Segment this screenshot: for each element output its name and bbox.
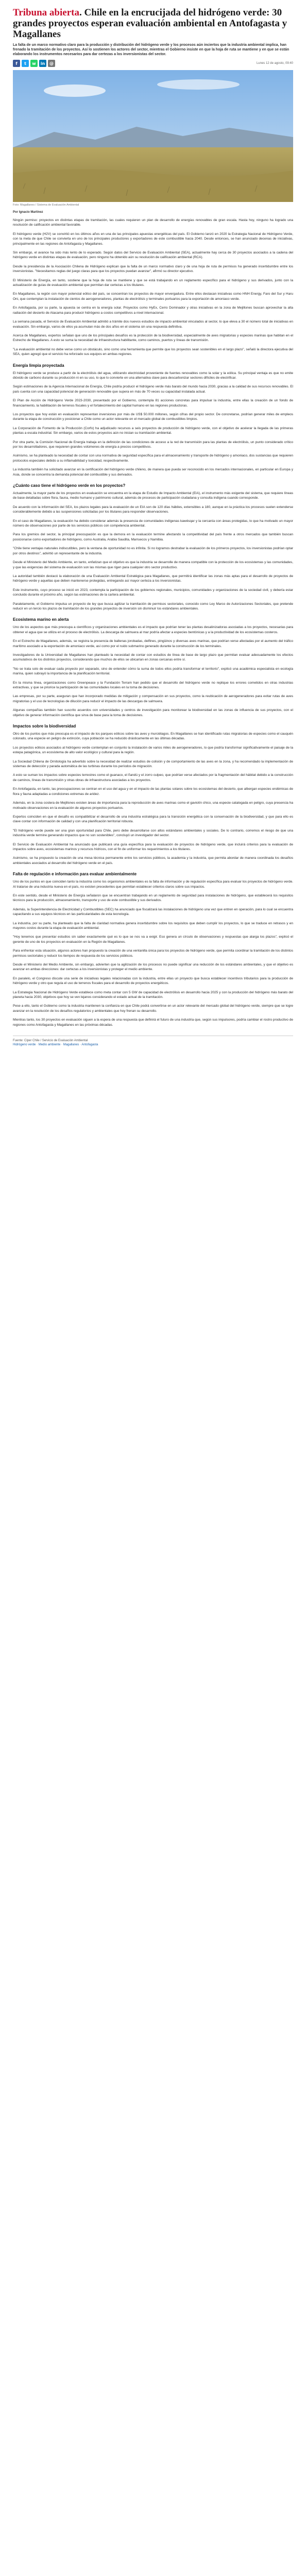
share-bar — [13, 60, 55, 67]
headline-tag: Tribuna abierta — [13, 7, 79, 18]
body-paragraph: Desde la presidencia de la Asociación Chilena de Hidrógeno explican que la falta de un marco normativo claro y de una hoja de ruta de permisos ha generado incertidumbre entre los inversionistas. "Necesitamos reglas del juego claras para que los proyectos puedan avanzar", afirmó su director ejecutivo. — [13, 264, 293, 274]
topic-links[interactable]: Hidrógeno verde · Medio ambiente · Magallanes · Antofagasta — [13, 1043, 98, 1047]
facebook-share-button[interactable] — [13, 60, 20, 67]
body-paragraph: La industria también ha solicitado avanzar en la certificación del hidrógeno verde chileno, de manera que pueda ser reconocido en los mercados internacionales, en particular en Europa y Asia, donde se concentra la demanda potencial del combustible y sus derivados. — [13, 468, 293, 477]
section-heading: Falta de regulación e información para evaluar ambientalmente — [13, 872, 137, 877]
section-heading: Ecosistema marino en alerta — [13, 617, 69, 622]
body-paragraph: Ningún permiso: proyectos en distintas etapas de tramitación, las cuales requieren un plan de desarrollo de energías renovables de gran escala. Hasta hoy, ninguno ha logrado una resolución de calificación ambiental favorable. — [13, 218, 293, 227]
body-paragraph: A esto se suman los impactos sobre especies terrestres como el guanaco, el ñandú y el zorro culpeo, que podrían verse afectados por la fragmentación del hábitat debido a la construcción de caminos, líneas de transmisión y otras obras de infraestructura asociadas a los proyectos. — [13, 773, 293, 782]
facebook-icon: f — [15, 61, 18, 66]
body-paragraph: Para los gremios del sector, la principal preocupación es que la demora en la evaluación termine afectando la competitividad del país frente a otros mercados que también buscan posicionarse como exportadores de hidrógeno, como Australia, Arabia Saudita, Marruecos y Namibia. — [13, 533, 293, 541]
hero-caption: Foto: Magallanes / Sistema de Evaluación Ambiental — [13, 204, 79, 207]
body-paragraph: En paralelo, el Congreso discute una serie de iniciativas legales relacionadas con la industria, entre ellas un proyecto que busca establecer incentivos tributarios para la producción de hidrógeno verde y otro que regula el uso de terrenos fiscales para el desarrollo de proyectos energéticos. — [13, 976, 293, 986]
body-paragraph: Desde el Ministerio del Medio Ambiente, en tanto, enfatizan que el objetivo es que la industria se desarrolle de manera compatible con la protección de los ecosistemas y las comunidades, y que las exigencias del sistema de evaluación son las mismas que rigen para cualquier otro sector productivo. — [13, 561, 293, 569]
body-paragraph: Este instrumento, cuyo proceso se inició en 2023, contempla la participación de los gobiernos regionales, municipios, comunidades y organizaciones de la sociedad civil, y debería estar concluido durante el próximo año, según las estimaciones de la cartera ambiental. — [13, 588, 293, 597]
body-paragraph: El Servicio de Evaluación Ambiental ha anunciado que publicará una guía específica para la evaluación de proyectos de hidrógeno verde, que incluirá criterios para la evaluación de impactos sobre aves, ecosistemas marinos y recursos hídricos, con el fin de uniformar los requerimientos a los titulares. — [13, 842, 293, 851]
body-paragraph: "Chile tiene ventajas naturales indiscutibles, pero la ventana de oportunidad no es infinita. Si no logramos destrabar la evaluación de los primeros proyectos, los inversionistas podrían optar por otros destinos", advirtió un representante de la industria. — [13, 547, 293, 555]
article-lede: La falta de un marco normativo claro para la producción y distribución del hidrógeno verde y los procesos aún inciertos que la industria ambiental implica, han frenado la tramitación de los proyectos. Así lo sostienen los actores del sector, mientras el Gobierno insiste en que la hoja de ruta se mantiene y en que se están elaborando los instrumentos necesarios para dar certezas a los inversionistas del sector. — [13, 43, 290, 56]
body-paragraph: Asimismo, se ha planteado la necesidad de contar con una normativa de seguridad específica para el almacenamiento y transporte de hidrógeno y amoniaco, dos sustancias que requieren protocolos especiales debido a su inflamabilidad y toxicidad, respectivamente. — [13, 454, 293, 463]
byline: Por Ignacio Martínez — [13, 211, 43, 214]
body-paragraph: La Corporación de Fomento de la Producción (Corfo) ha adjudicado recursos a seis proyectos de producción de hidrógeno verde, con el objetivo de acelerar la llegada de las primeras plantas a escala industrial. Sin embargo, varios de estos proyectos aún no inician su tramitación ambiental. — [13, 426, 293, 435]
body-paragraph: Actualmente, la mayor parte de los proyectos en evaluación se encuentra en la etapa de Estudio de Impacto Ambiental (EIA), el instrumento más exigente del sistema, que requiere líneas de base detalladas sobre flora, fauna, medio humano y patrimonio cultural, además de procesos de participación ciudadana y consulta indígena cuando corresponde. — [13, 492, 293, 500]
article-footer — [13, 1036, 293, 1046]
body-paragraph: "No se trata solo de evaluar cada proyecto por separado, sino de entender cómo la suma de todos ellos podría transformar el territorio", explicó una académica especialista en ecología marina, quien subrayó la importancia de la planificación territorial. — [13, 667, 293, 676]
body-paragraph: En Magallanes, la región con mayor potencial eólico del país, se concentran los proyectos de mayor envergadura. Entre ellos destacan iniciativas como HNH Energy, Faro del Sur y Haru Oni, que contemplan la instalación de cientos de aerogeneradores, plantas de electrólisis y terminales portuarios para la exportación de amoniaco verde. — [13, 292, 293, 301]
body-paragraph: La industria, por su parte, ha planteado que la falta de claridad normativa genera incertidumbre sobre los requisitos que deben cumplir los proyectos, lo que se traduce en retrasos y en mayores costos durante la etapa de evaluación ambiental. — [13, 921, 293, 930]
whatsapp-icon: w — [32, 61, 36, 66]
body-paragraph: En Antofagasta, por su parte, la apuesta se centra en la energía solar. Proyectos como HyEx, Cerro Dominador y otras iniciativas en la zona de Mejillones buscan aprovechar la alta radiación del desierto de Atacama para producir hidrógeno a costos competitivos a nivel internacional. — [13, 306, 293, 315]
article-body — [13, 218, 293, 1027]
body-paragraph: Investigadores de la Universidad de Magallanes han planteado la necesidad de contar con estudios de línea de base de largo plazo que permitan evaluar adecuadamente los efectos acumulativos de los distintos proyectos, considerando que muchos de ellos se ubicarían en zonas cercanas entre sí. — [13, 653, 293, 662]
twitter-icon: t — [24, 61, 26, 66]
body-paragraph: Según estimaciones de la Agencia Internacional de Energía, Chile podría producir el hidrógeno verde más barato del mundo hacia 2030, gracias a la calidad de sus recursos renovables. El país cuenta con una capacidad potencial de generación renovable que supera en más de 70 veces su capacidad instalada actual. — [13, 385, 293, 394]
body-paragraph: "La evaluación ambiental no debe verse como un obstáculo, sino como una herramienta que permite que los proyectos sean sostenibles en el largo plazo", señaló la directora ejecutiva del SEA, quien agregó que el servicio ha reforzado sus equipos en ambas regiones. — [13, 347, 293, 357]
body-paragraph: Mientras tanto, los 30 proyectos en evaluación siguen a la espera de una respuesta que definirá el futuro de una industria que, según sus impulsores, podría cambiar el rostro productivo de regiones como Antofagasta y Magallanes en las próximas décadas. — [13, 1018, 293, 1027]
body-paragraph: Algunas compañías también han suscrito acuerdos con universidades y centros de investigación para monitorear la biodiversidad en las zonas de influencia de sus proyectos, con el objetivo de generar información científica que sirva de base para la toma de decisiones. — [13, 708, 293, 717]
body-paragraph: Por otra parte, la Comisión Nacional de Energía trabaja en la definición de las condiciones de acceso a la red de transmisión para las plantas de electrólisis, un punto considerado crítico por los desarrolladores, que requieren grandes volúmenes de energía a precios competitivos. — [13, 440, 293, 449]
body-paragraph: Asimismo, se ha propuesto la creación de una mesa técnica permanente entre los servicios públicos, la academia y la industria, que permita abordar de manera coordinada los desafíos ambientales asociados al desarrollo del hidrógeno verde en el país. — [13, 856, 293, 865]
article-headline — [13, 7, 293, 40]
body-paragraph: "Hoy tenemos que presentar estudios sin saber exactamente qué es lo que se nos va a exigir. Eso genera un círculo de observaciones y respuestas que alarga los plazos", explicó el gerente de uno de los proyectos en evaluación en la Región de Magallanes. — [13, 935, 293, 944]
hero-image — [13, 70, 293, 202]
body-paragraph: Los proyectos eólicos asociados al hidrógeno verde contemplan en conjunto la instalación de varios miles de aerogeneradores, lo que podría transformar significativamente el paisaje de la estepa patagónica, un ecosistema de alto valor ecológico y cultural para la región. — [13, 745, 293, 755]
body-paragraph: De acuerdo con la información del SEA, los plazos legales para la evaluación de un EIA son de 120 días hábiles, extensibles a 180, aunque en la práctica los procesos suelen extenderse considerablemente debido a las suspensiones solicitadas por los titulares para responder observaciones. — [13, 505, 293, 514]
body-paragraph: Otro de los puntos que más preocupa es el impacto de los parques eólicos sobre las aves y murciélagos. En Magallanes se han identificado rutas migratorias de especies como el cauquén colorado, una especie en peligro de extinción, cuya población se ha reducido drásticamente en las últimas décadas. — [13, 732, 293, 741]
body-paragraph: Paralelamente, el Gobierno impulsa un proyecto de ley que busca agilizar la tramitación de permisos sectoriales, conocido como Ley Marco de Autorizaciones Sectoriales, que pretende reducir en un tercio los plazos de tramitación de los grandes proyectos de inversión sin disminuir los estándares ambientales. — [13, 602, 293, 611]
body-paragraph: Además, la Superintendencia de Electricidad y Combustibles (SEC) ha anunciado que fiscalizará las instalaciones de hidrógeno una vez que entren en operación, para lo cual se encuentra capacitando a sus equipos técnicos en las particularidades de esta tecnología. — [13, 907, 293, 917]
linkedin-icon: in — [40, 61, 45, 66]
article-page — [13, 0, 293, 1062]
body-paragraph: Además, en la zona costera de Mejillones existen áreas de importancia para la reproducción de aves marinas como el gaviotín chico, una especie catalogada en peligro, cuya presencia ha motivado observaciones en la evaluación de algunos proyectos portuarios. — [13, 801, 293, 810]
body-paragraph: El hidrógeno verde (H2V) se convirtió en los últimos años en una de las principales apuestas energéticas del país. El Gobierno lanzó en 2020 la Estrategia Nacional de Hidrógeno Verde, con la meta de que Chile se convierta en uno de los principales productores y exportadores de este combustible hacia 2040. Desde entonces, se han anunciado decenas de iniciativas, principalmente en las regiones de Antofagasta y Magallanes. — [13, 232, 293, 246]
body-paragraph: La Estrategia Nacional de Hidrógeno Verde establece como meta contar con 5 GW de capacidad de electrólisis en desarrollo hacia 2025 y con la producción del hidrógeno más barato del planeta hacia 2030, objetivos que hoy se ven lejanos considerando el estado actual de la tramitación. — [13, 990, 293, 999]
body-paragraph: La semana pasada, el Servicio de Evaluación Ambiental admitió a trámite dos nuevos estudios de impacto ambiental vinculados al sector, lo que eleva a 30 el número total de iniciativas en evaluación. Sin embargo, varios de ellos ya acumulan más de dos años en el sistema sin una respuesta definitiva. — [13, 320, 293, 329]
body-paragraph: Las empresas, por su parte, aseguran que han incorporado medidas de mitigación y compensación en sus proyectos, como la reubicación de aerogeneradores para evitar rutas de aves migratorias y el uso de tecnologías de dilución para reducir el impacto de las descargas de salmuera. — [13, 694, 293, 703]
body-paragraph: Uno de los aspectos que más preocupa a científicos y organizaciones ambientales es el impacto que podrían tener las plantas desalinizadoras asociadas a los proyectos, necesarias para obtener el agua que se utiliza en el proceso de electrólisis. La descarga de salmuera al mar podría afectar a especies bentónicas y a la productividad de los ecosistemas costeros. — [13, 625, 293, 634]
article-meta — [13, 60, 293, 67]
email-icon: @ — [49, 61, 54, 66]
linkedin-share-button[interactable] — [39, 60, 46, 67]
body-paragraph: Sin embargo, el avance ha sido más lento de lo esperado. Según datos del Servicio de Evaluación Ambiental (SEA), actualmente hay cerca de 30 proyectos asociados a la cadena del hidrógeno verde en distintas etapas de evaluación, pero ninguno ha obtenido aún su resolución de calificación ambiental (RCA). — [13, 251, 293, 260]
body-paragraph: El Ministerio de Energía, en tanto, sostiene que la hoja de ruta se mantiene y que se está trabajando en un reglamento específico para el hidrógeno y sus derivados, junto con la actualización de guías de evaluación ambiental que permitan dar certezas a los titulares. — [13, 278, 293, 287]
body-paragraph: Para enfrentar esta situación, algunos actores han propuesto la creación de una ventanilla única para los proyectos de hidrógeno verde, que permita coordinar la tramitación de los distintos permisos sectoriales y reducir los tiempos de respuesta de los servicios públicos. — [13, 949, 293, 958]
body-paragraph: Expertos coinciden en que el desafío es compatibilizar el desarrollo de una industria estratégica para la transición energética con la conservación de la biodiversidad, y que para ello es clave contar con información de calidad y con una planificación territorial robusta. — [13, 815, 293, 824]
section-heading: Impactos sobre la biodiversidad — [13, 724, 76, 729]
body-paragraph: La Sociedad Chilena de Ornitología ha advertido sobre la necesidad de realizar estudios de colisión y de comportamiento de las aves en la zona, y ha recomendado la implementación de sistemas de detección y parada automática de las turbinas durante los períodos de migración. — [13, 759, 293, 769]
email-share-button[interactable] — [48, 60, 55, 67]
whatsapp-share-button[interactable] — [30, 60, 38, 67]
body-paragraph: En Antofagasta, en tanto, las preocupaciones se centran en el uso del agua y en el impacto de las plantas solares sobre los ecosistemas del desierto, que albergan especies endémicas de flora y fauna adaptadas a condiciones extremas de aridez. — [13, 787, 293, 796]
body-paragraph: En el Estrecho de Magallanes, además, se registra la presencia de ballenas jorobadas, delfines, pingüinos y diversas aves marinas, que podrían verse afectadas por el aumento del tráfico marítimo asociado a la exportación de amoniaco verde, así como por el ruido submarino generado durante la construcción de los terminales. — [13, 639, 293, 648]
body-paragraph: Acerca de Magallanes, expertos señalan que uno de los principales desafíos es la protección de la biodiversidad, especialmente de aves migratorias y especies marinas que habitan en el Estrecho de Magallanes. A esto se suma la necesidad de infraestructura habilitante, como caminos, puertos y líneas de transmisión. — [13, 333, 293, 343]
body-paragraph: El Plan de Acción de Hidrógeno Verde 2023-2030, presentado por el Gobierno, contempla 81 acciones concretas para impulsar la industria, entre ellas la creación de un fondo de financiamiento, la habilitación de terrenos fiscales y el fortalecimiento del capital humano en las regiones productoras. — [13, 399, 293, 408]
body-paragraph: En la misma línea, organizaciones como Greenpeace y la Fundación Terram han pedido que el desarrollo del hidrógeno verde no replique los errores cometidos en otras industrias extractivas, y que se priorice la participación de las comunidades locales en la toma de decisiones. — [13, 681, 293, 689]
headline-text: . Chile en la encrucijada del hidrógeno verde: 30 grandes proyectos esperan evaluación ambiental en Antofagasta y Magallanes — [13, 7, 287, 40]
body-paragraph: La autoridad también destacó la elaboración de una Evaluación Ambiental Estratégica para Magallanes, que permitirá identificar las zonas más aptas para el desarrollo de proyectos de hidrógeno verde y aquellas que deben mantenerse protegidas, entregando así mayor certeza a los inversionistas. — [13, 574, 293, 583]
landscape-illustration — [13, 70, 293, 202]
body-paragraph: En este sentido, desde el Ministerio de Energía señalaron que se encuentran trabajando en un reglamento de seguridad para instalaciones de hidrógeno, que establecerá los requisitos técnicos para la producción, almacenamiento, transporte y uso de este combustible y sus derivados. — [13, 893, 293, 903]
body-paragraph: Los proyectos que hoy están en evaluación representan inversiones por más de US$ 50.000 millones, según cifras del propio sector. De concretarse, podrían generar miles de empleos durante la etapa de construcción y posicionar a Chile como un actor relevante en el mercado global de combustibles limpios. — [13, 412, 293, 421]
body-paragraph: El hidrógeno verde se produce a partir de la electrólisis del agua, utilizando electricidad proveniente de fuentes renovables como la solar y la eólica. Su principal ventaja es que no emite dióxido de carbono durante su producción ni en su uso, lo que lo convierte en una alternativa clave para descarbonizar sectores difíciles de electrificar. — [13, 371, 293, 380]
body-paragraph: Desde el Ministerio del Medio Ambiente, sin embargo, advierten que la agilización de los procesos no puede significar una reducción de los estándares ambientales, y que el objetivo es avanzar en ambas direcciones: dar certezas a los inversionistas y proteger el medio ambiente. — [13, 963, 293, 972]
body-paragraph: En el caso de Magallanes, la evaluación ha debido considerar además la presencia de comunidades indígenas kawésqar y la cercanía con áreas protegidas, lo que ha motivado un mayor número de observaciones por parte de los servicios públicos con competencia ambiental. — [13, 519, 293, 528]
body-paragraph: Uno de los puntos en que coinciden tanto la industria como los organismos ambientales es la falta de información y de regulación específica para evaluar los proyectos de hidrógeno verde. Al tratarse de una industria nueva en el país, no existen precedentes que permitan establecer criterios claros sobre sus impactos. — [13, 880, 293, 889]
twitter-share-button[interactable] — [22, 60, 29, 67]
body-paragraph: Pese a ello, tanto el Gobierno como la industria mantienen la confianza en que Chile podrá convertirse en un actor relevante del mercado global del hidrógeno verde, siempre que se logre avanzar en la resolución de los desafíos regulatorios y ambientales que hoy frenan su desarrollo. — [13, 1004, 293, 1013]
publish-date: Lunes 12 de agosto, 09:40 — [256, 62, 293, 65]
body-paragraph: "El hidrógeno verde puede ser una gran oportunidad para Chile, pero debe desarrollarse con altos estándares ambientales y sociales. De lo contrario, corremos el riesgo de que una industria verde termine generando impactos que no son sostenibles", concluyó un investigador del sector. — [13, 828, 293, 838]
section-heading: Energía limpia proyectada — [13, 363, 64, 368]
source-note: Fuente: Ciper Chile / Servicio de Evaluación Ambiental — [13, 1039, 88, 1043]
section-heading: ¿Cuánto caso tiene el hidrógeno verde en los proyectos? — [13, 483, 126, 488]
